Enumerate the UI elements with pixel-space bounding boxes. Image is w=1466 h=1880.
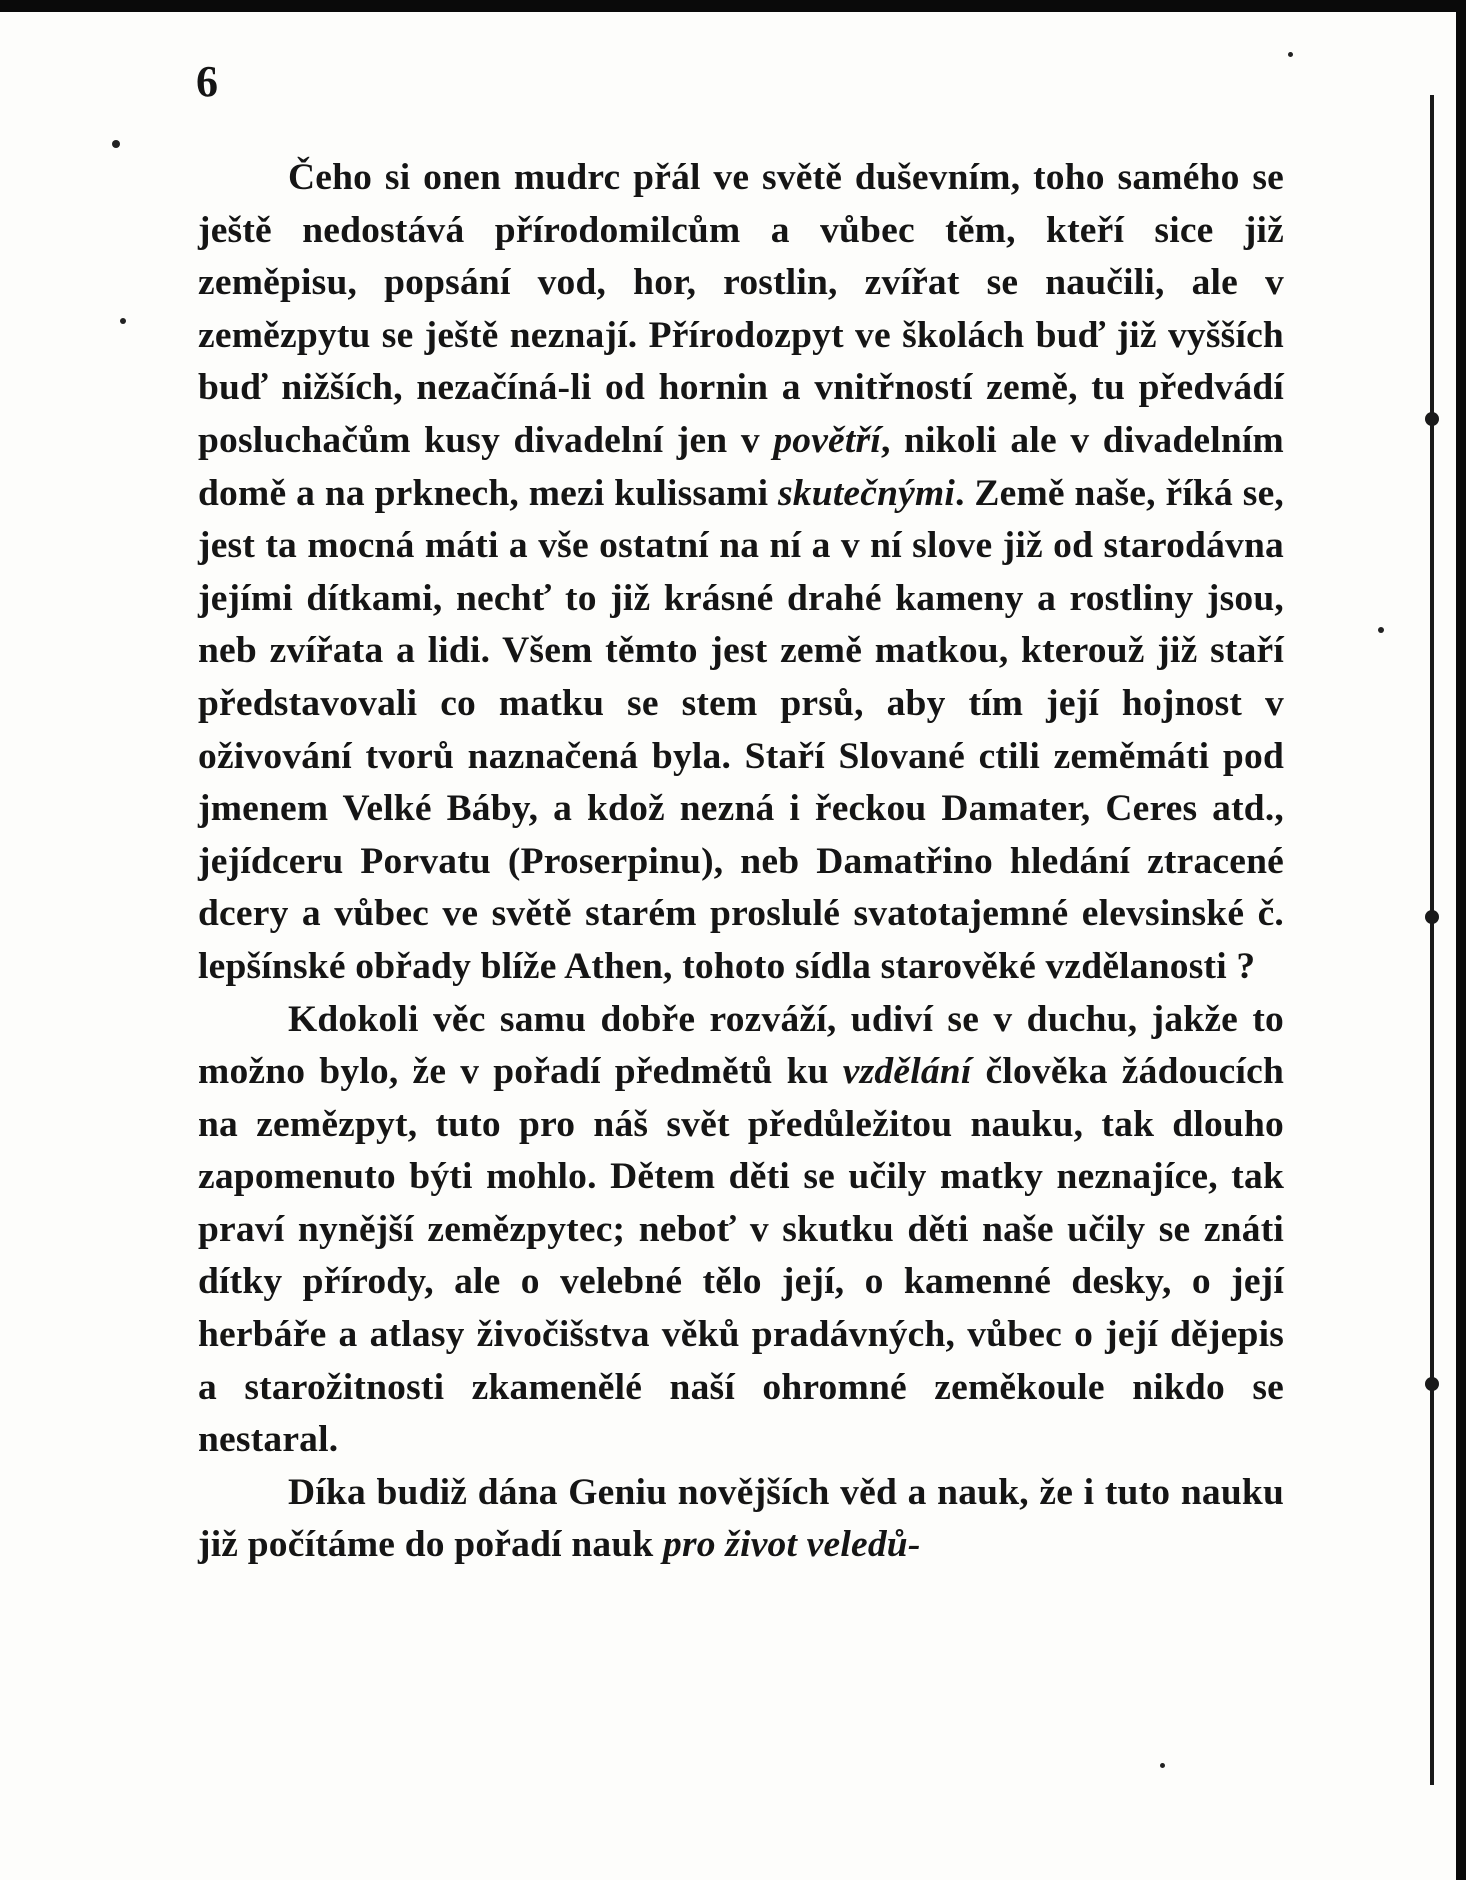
text-run: člověka žádoucích na zemězpyt, tuto pro náš svět předůležitou nauku, tak dlouho zapomenuto býti mohlo. Dětem děti se učily matky neznajíce, tak praví nynější zemězpytec; neboť v skutku děti naše učily se znáti dítky přírody, ale o velebné tělo její, o kamenné desky, o její herbáře a atlasy živočišstva věků pradávných, vůbec o její dějepis a starožitnosti zkamenělé naší ohromné zeměkoule nikdo se nestaral. [198, 1051, 1284, 1461]
paragraph [198, 994, 1284, 1467]
paragraph [198, 152, 1284, 994]
text-run: Díka budiž dána Geniu novějších věd a nauk, že i tuto nauku již počítáme do pořadí nauk [198, 1471, 1284, 1566]
edge-notch [1425, 412, 1439, 426]
italic-run: povětří [773, 419, 881, 461]
page-edge-line [1430, 95, 1434, 1785]
paragraph [198, 1467, 1284, 1572]
body-text [198, 152, 1284, 1572]
text-run: Čeho si onen mudrc přál ve světě duševním, toho samého se ještě nedostává přírodomilcům a vůbec těm, kteří sice již zeměpisu, popsání vod, hor, rostlin, zvířat se naučili, ale v zemězpytu se ještě neznají. Přírodozpyt ve školách buď již vyšších buď nižších, nezačíná-li od hornin a vnitřností země, tu předvádí posluchačům kusy divadelní jen v [198, 157, 1284, 461]
scan-border-right [1456, 0, 1466, 1880]
scan-speck [112, 140, 120, 148]
page-number: 6 [196, 57, 218, 106]
scan-border-top [0, 0, 1466, 12]
edge-notch [1425, 910, 1439, 924]
italic-run: skutečnými [778, 472, 956, 514]
italic-run: vzdělání [842, 1051, 972, 1093]
scan-speck [1160, 1763, 1165, 1768]
text-run: . Země naše, říká se, jest ta mocná máti a vše ostatní na ní a v ní slove již od starodávna jejími dítkami, nechť to již krásné drahé kameny a rostliny jsou, neb zvířata a lidi. Všem těmto jest země matkou, kterouž již staří představovali co matku se stem prsů, aby tím její hojnost v oživování tvorů naznačená byla. Staří Slované ctili zeměmáti pod jmenem Velké Báby, a kdož nezná i řeckou Damater, Ceres atd., jejídceru Porvatu (Proserpinu), neb Damatřino hledání ztracené dcery a vůbec ve světě starém proslulé svatotajemné elevsinské č. lepšínské obřady blíže Athen, tohoto sídla starověké vzdělanosti ? [198, 472, 1284, 987]
edge-notch [1425, 1377, 1439, 1391]
text-run: Kdokoli věc samu dobře rozváží, udiví se v duchu, jakže to možno bylo, že v pořadí předmětů ku [198, 998, 1284, 1093]
scan-speck [1288, 52, 1293, 57]
scan-speck [1378, 627, 1384, 633]
text-run: , nikoli ale v divadelním domě a na prknech, mezi kulissami [198, 419, 1284, 514]
italic-run: pro život veledů- [663, 1524, 921, 1566]
scan-speck [120, 318, 126, 324]
